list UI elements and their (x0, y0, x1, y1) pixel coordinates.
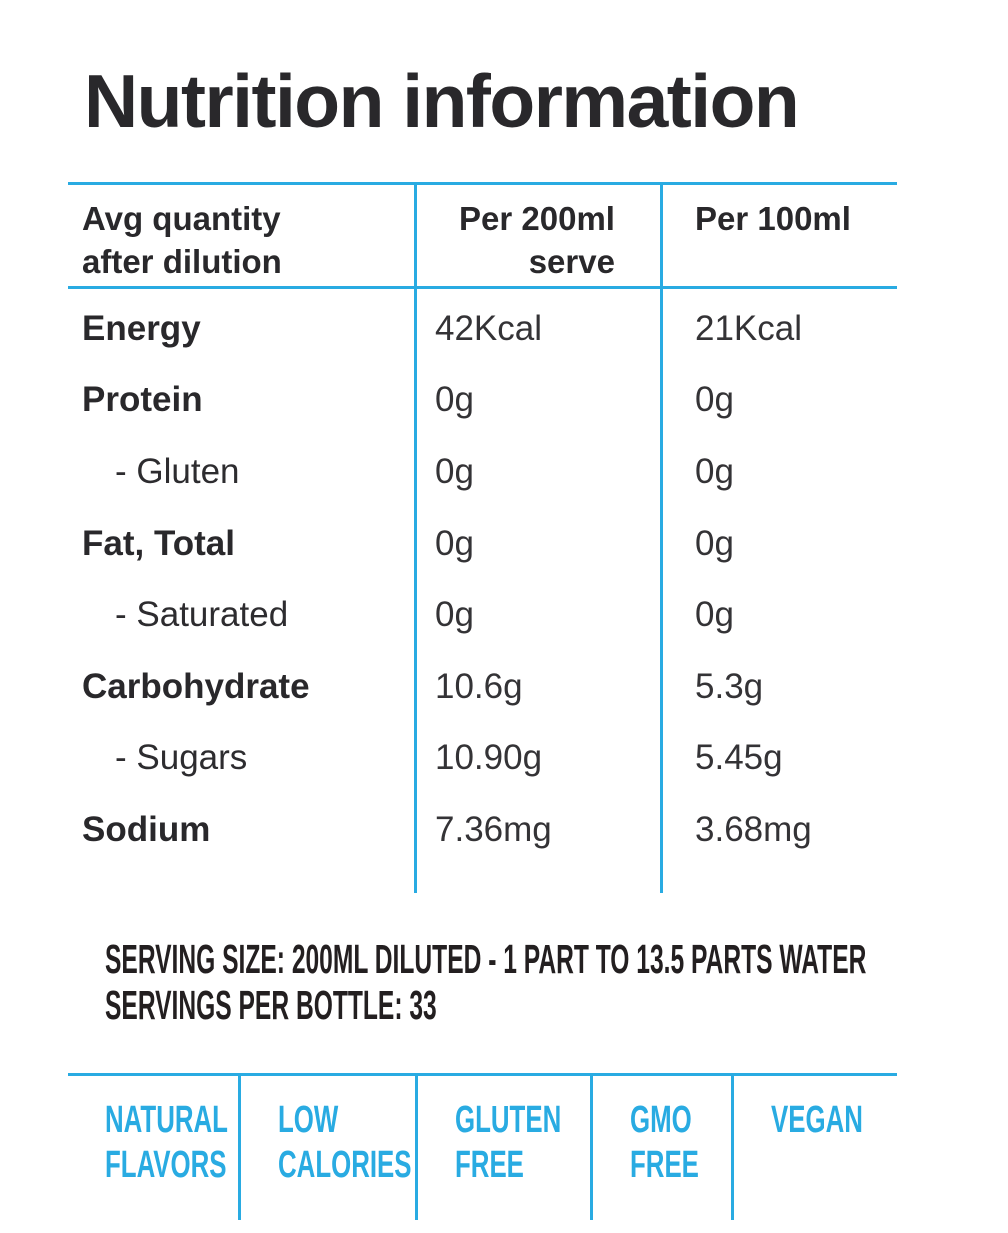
badge-line (455, 1143, 590, 1188)
badge-line (105, 1143, 238, 1188)
servings-per-bottle-text: SERVINGS PER BOTTLE: 33 (105, 982, 437, 1028)
row-label: - Gluten (115, 451, 240, 491)
badge-text: FLAVORS (105, 1144, 227, 1186)
badge-line (630, 1143, 731, 1188)
servings-per-bottle-line (105, 982, 1008, 1028)
row-value-per100: 21Kcal (695, 308, 803, 348)
badge-gmo-free (590, 1076, 731, 1220)
badge-text: VEGAN (771, 1099, 864, 1141)
row-value-per200: 0g (435, 595, 474, 635)
badge-natural-flavors (68, 1076, 238, 1220)
table-row-energy (68, 293, 897, 365)
row-value-per100: 0g (695, 595, 734, 635)
table-row-protein (68, 365, 897, 437)
table-body (68, 289, 897, 866)
row-label: Energy (82, 308, 201, 348)
row-value-per200: 0g (435, 380, 474, 420)
badge-text: NATURAL (105, 1099, 228, 1141)
row-value-per100: 3.68mg (695, 809, 812, 849)
table-header-row (68, 185, 897, 289)
row-value-per100: 0g (695, 380, 734, 420)
row-value-per100: 5.45g (695, 738, 783, 778)
row-value-per100: 0g (695, 451, 734, 491)
row-value-per100: 0g (695, 523, 734, 563)
badge-line (630, 1098, 731, 1143)
row-value-per100: 5.3g (695, 666, 764, 706)
badge-low-calories (238, 1076, 415, 1220)
header-per-200ml-line1: Per 200ml (459, 200, 615, 237)
header-per-200ml-line2: serve (528, 243, 615, 280)
badge-line (771, 1143, 906, 1188)
header-per-200ml-block (459, 197, 615, 286)
table-row-carbohydrate (68, 651, 897, 723)
header-per-100ml: Per 100ml (695, 200, 851, 237)
nutrition-table (68, 182, 897, 893)
badge-line (278, 1143, 415, 1188)
column-divider-2 (660, 185, 663, 893)
header-avg-quantity (68, 185, 414, 286)
row-value-per200: 7.36mg (435, 809, 552, 849)
badge-line (105, 1098, 238, 1143)
table-row-fat-total (68, 508, 897, 580)
badge-text: CALORIES (278, 1144, 412, 1186)
row-label: Protein (82, 380, 203, 420)
row-label: - Saturated (115, 595, 289, 635)
badge-line (455, 1098, 590, 1143)
table-row-sodium (68, 794, 897, 866)
badge-text: GLUTEN (455, 1099, 562, 1141)
serving-size-text: SERVING SIZE: 200ML DILUTED - 1 PART TO 13.5 PARTS WATER (105, 936, 867, 982)
badge-text: GMO (630, 1099, 692, 1141)
badge-text: FREE (630, 1144, 699, 1186)
serving-size-line (105, 936, 1008, 982)
feature-badges-row (68, 1073, 897, 1220)
row-value-per200: 10.90g (435, 738, 543, 778)
column-divider-1 (414, 185, 417, 893)
badge-line (771, 1098, 906, 1143)
table-row-gluten (68, 436, 897, 508)
badge-line (278, 1098, 415, 1143)
row-value-per200: 10.6g (435, 666, 523, 706)
row-label: Fat, Total (82, 523, 235, 563)
badge-vegan (731, 1076, 906, 1220)
page-title: Nutrition information (84, 59, 799, 143)
row-value-per200: 0g (435, 451, 474, 491)
header-per-200ml (414, 185, 660, 286)
badge-text: FREE (455, 1144, 524, 1186)
row-value-per200: 42Kcal (435, 308, 543, 348)
badge-gluten-free (415, 1076, 590, 1220)
table-row-saturated (68, 579, 897, 651)
row-label: - Sugars (115, 738, 248, 778)
table-row-sugars (68, 723, 897, 795)
row-label: Carbohydrate (82, 666, 310, 706)
badge-text: LOW (278, 1099, 339, 1141)
header-avg-quantity-line1: Avg quantity (82, 200, 281, 237)
row-value-per200: 0g (435, 523, 474, 563)
header-avg-quantity-line2: after dilution (82, 243, 282, 280)
row-label: Sodium (82, 809, 211, 849)
serving-info (105, 936, 1008, 1028)
